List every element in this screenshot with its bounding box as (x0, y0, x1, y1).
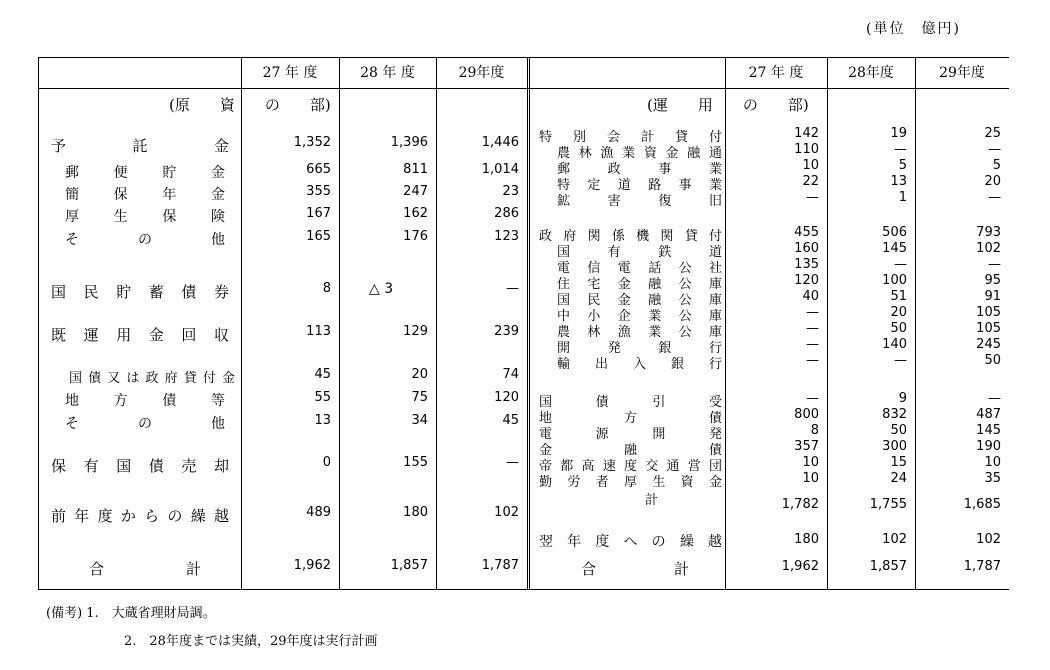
row-label: 金融債 (539, 443, 722, 458)
value-fy27: 489 (306, 505, 331, 520)
row-label: 前年度からの繰越 (51, 507, 229, 525)
row-label: 開発銀行 (557, 341, 722, 356)
row-label: 計 (645, 493, 659, 508)
row-label: 特定道路事業 (557, 178, 722, 193)
value-fy28: 145 (882, 241, 907, 256)
value-fy28: 15 (890, 455, 907, 470)
center-double-divider (527, 58, 530, 589)
value-fy29: 25 (984, 126, 1001, 141)
value-fy28: — (894, 142, 907, 157)
value-fy29: 91 (984, 289, 1001, 304)
row-label: その他 (65, 416, 225, 432)
value-fy29: 5 (992, 158, 1001, 173)
row-label: 中小企業公庫 (557, 309, 722, 324)
value-fy27: 135 (794, 257, 819, 272)
row-label: 既運用金回収 (51, 326, 229, 344)
value-fy28: 5 (898, 158, 907, 173)
value-fy27: 113 (306, 324, 331, 339)
value-fy29: 286 (494, 206, 519, 221)
value-fy28: 75 (411, 390, 428, 405)
header-right-fy27: 27 年 度 (748, 65, 804, 81)
value-fy29: — (988, 142, 1001, 157)
value-fy29: — (988, 391, 1001, 406)
value-fy27: — (806, 337, 819, 352)
header-right-fy28: 28年度 (848, 65, 894, 81)
value-fy28: 247 (403, 184, 428, 199)
value-fy27: 357 (794, 439, 819, 454)
value-fy28: 180 (403, 505, 428, 520)
value-fy27: 1,782 (781, 497, 819, 512)
value-fy27: 165 (306, 229, 331, 244)
value-fy29: 1,014 (481, 162, 519, 177)
row-label: 電源開発 (539, 427, 722, 442)
value-fy29: 45 (502, 413, 519, 428)
value-fy29: 105 (976, 321, 1001, 336)
value-fy28: — (894, 353, 907, 368)
row-label: 政府関係機関貸付 (539, 229, 722, 244)
value-fy27: — (806, 190, 819, 205)
row-label: 国債引受 (539, 395, 722, 410)
value-fy28: — (894, 257, 907, 272)
row-label: その他 (65, 232, 225, 248)
value-fy29: 35 (984, 471, 1001, 486)
row-label: 帝都高速度交通営団 (539, 459, 722, 474)
value-fy28: 102 (882, 532, 907, 547)
value-fy27: 1,962 (293, 558, 331, 573)
value-fy27: 55 (314, 390, 331, 405)
row-label: 国民貯蓄債券 (51, 283, 229, 301)
value-fy27: 455 (794, 225, 819, 240)
value-fy29: 102 (494, 505, 519, 520)
value-fy28: 34 (411, 413, 428, 428)
value-fy29: 74 (502, 367, 519, 382)
value-fy29: — (988, 190, 1001, 205)
header-left-fy28: 28 年 度 (360, 65, 415, 81)
value-fy27: 8 (322, 281, 331, 296)
value-fy28: 176 (403, 229, 428, 244)
value-fy27: — (806, 353, 819, 368)
value-fy29: 1,787 (481, 558, 519, 573)
row-label: 簡保年金 (65, 187, 225, 203)
value-fy27: 13 (314, 413, 331, 428)
value-fy27: — (806, 321, 819, 336)
row-label: 住宅金融公庫 (557, 277, 722, 292)
value-fy28: 155 (403, 455, 428, 470)
value-fy28: 811 (403, 162, 428, 177)
value-fy29: 1,685 (963, 497, 1001, 512)
section-uses-heading: (運 用 の 部) (647, 96, 809, 114)
note-1: (備考) 1. 大蔵省理財局調。 (46, 606, 216, 621)
value-fy27: 40 (802, 289, 819, 304)
row-label: 国有鉄道 (557, 245, 722, 260)
value-fy27: 800 (794, 407, 819, 422)
value-fy29: 1,446 (481, 135, 519, 150)
value-fy29: 487 (976, 407, 1001, 422)
value-fy28: 300 (882, 439, 907, 454)
row-label: 合計 (581, 560, 689, 578)
value-fy29: 20 (984, 174, 1001, 189)
value-fy27: 22 (802, 174, 819, 189)
value-fy27: 160 (794, 241, 819, 256)
row-label: 厚生保険 (65, 209, 225, 225)
value-fy28: 20 (890, 305, 907, 320)
value-fy29: 10 (984, 455, 1001, 470)
row-label: 郵便貯金 (65, 165, 225, 181)
value-fy27: 1,962 (781, 559, 819, 574)
value-fy28: 50 (890, 423, 907, 438)
value-fy28: 162 (403, 206, 428, 221)
fiscal-loan-table (38, 57, 1009, 590)
value-fy27: 167 (306, 206, 331, 221)
row-label: 予託金 (51, 137, 229, 155)
header-rule (39, 88, 1009, 89)
header-left-fy29: 29年度 (458, 65, 505, 81)
value-fy29: 105 (976, 305, 1001, 320)
value-fy28: 100 (882, 273, 907, 288)
value-fy27: 110 (794, 142, 819, 157)
row-label: 輸出入銀行 (557, 357, 722, 372)
value-fy28: 1,857 (390, 558, 428, 573)
row-label: 翌年度への繰越 (539, 534, 722, 550)
row-label: 国債又は政府貸付金 (69, 371, 235, 386)
value-fy29: 23 (502, 184, 519, 199)
value-fy29: 50 (984, 353, 1001, 368)
value-fy28: 24 (890, 471, 907, 486)
value-fy27: 8 (810, 423, 819, 438)
row-label: 農林漁業資金融通 (557, 146, 722, 161)
value-fy29: 239 (494, 324, 519, 339)
value-fy27: 10 (802, 471, 819, 486)
row-label: 国民金融公庫 (557, 293, 722, 308)
row-label: 勤労者厚生資金 (539, 475, 722, 490)
row-label: 合計 (89, 560, 201, 578)
value-fy27: 1,352 (293, 135, 331, 150)
value-fy28: △ 3 (369, 281, 394, 297)
value-fy28: 50 (890, 321, 907, 336)
value-fy28: 1 (898, 190, 907, 205)
value-fy28: 51 (890, 289, 907, 304)
value-fy27: 45 (314, 367, 331, 382)
value-fy29: — (506, 281, 519, 296)
row-label: 保有国債売却 (51, 457, 229, 475)
value-fy29: 120 (494, 390, 519, 405)
value-fy27: — (806, 391, 819, 406)
value-fy29: 95 (984, 273, 1001, 288)
value-fy27: 142 (794, 126, 819, 141)
value-fy27: 120 (794, 273, 819, 288)
value-fy29: 793 (976, 225, 1001, 240)
row-label: 地方債等 (65, 393, 225, 409)
value-fy27: 0 (322, 455, 331, 470)
value-fy28: 140 (882, 337, 907, 352)
row-label: 農林漁業公庫 (557, 325, 722, 340)
value-fy27: 10 (802, 455, 819, 470)
value-fy29: 190 (976, 439, 1001, 454)
value-fy29: — (506, 455, 519, 470)
value-fy28: 832 (882, 407, 907, 422)
value-fy29: 145 (976, 423, 1001, 438)
value-fy28: 13 (890, 174, 907, 189)
notes (46, 602, 378, 658)
note-2: 2. 28年度までは実績，29年度は実行計画 (124, 634, 378, 649)
value-fy29: 102 (976, 241, 1001, 256)
header-left-fy27: 27 年 度 (262, 65, 318, 81)
section-sources-heading: (原 資 の 部) (169, 96, 331, 114)
value-fy27: 355 (306, 184, 331, 199)
value-fy28: 506 (882, 225, 907, 240)
value-fy28: 9 (898, 391, 907, 406)
value-fy28: 1,755 (869, 497, 907, 512)
value-fy28: 129 (403, 324, 428, 339)
value-fy27: 665 (306, 162, 331, 177)
value-fy29: 245 (976, 337, 1001, 352)
row-label: 地方債 (539, 411, 722, 426)
value-fy29: 1,787 (963, 559, 1001, 574)
value-fy28: 20 (411, 367, 428, 382)
header-right-fy29: 29年度 (939, 65, 985, 81)
value-fy29: — (988, 257, 1001, 272)
value-fy28: 1,857 (869, 559, 907, 574)
row-label: 電信電話公社 (557, 261, 722, 276)
unit-label: (単位 億円) (866, 21, 961, 37)
row-label: 鉱害復旧 (557, 194, 722, 209)
row-label: 郵政事業 (557, 162, 722, 177)
value-fy27: 180 (794, 532, 819, 547)
value-fy27: 10 (802, 158, 819, 173)
value-fy28: 1,396 (390, 135, 428, 150)
value-fy29: 123 (494, 229, 519, 244)
value-fy29: 102 (976, 532, 1001, 547)
value-fy27: — (806, 305, 819, 320)
value-fy28: 19 (890, 126, 907, 141)
row-label: 特別会計貸付 (539, 130, 722, 145)
